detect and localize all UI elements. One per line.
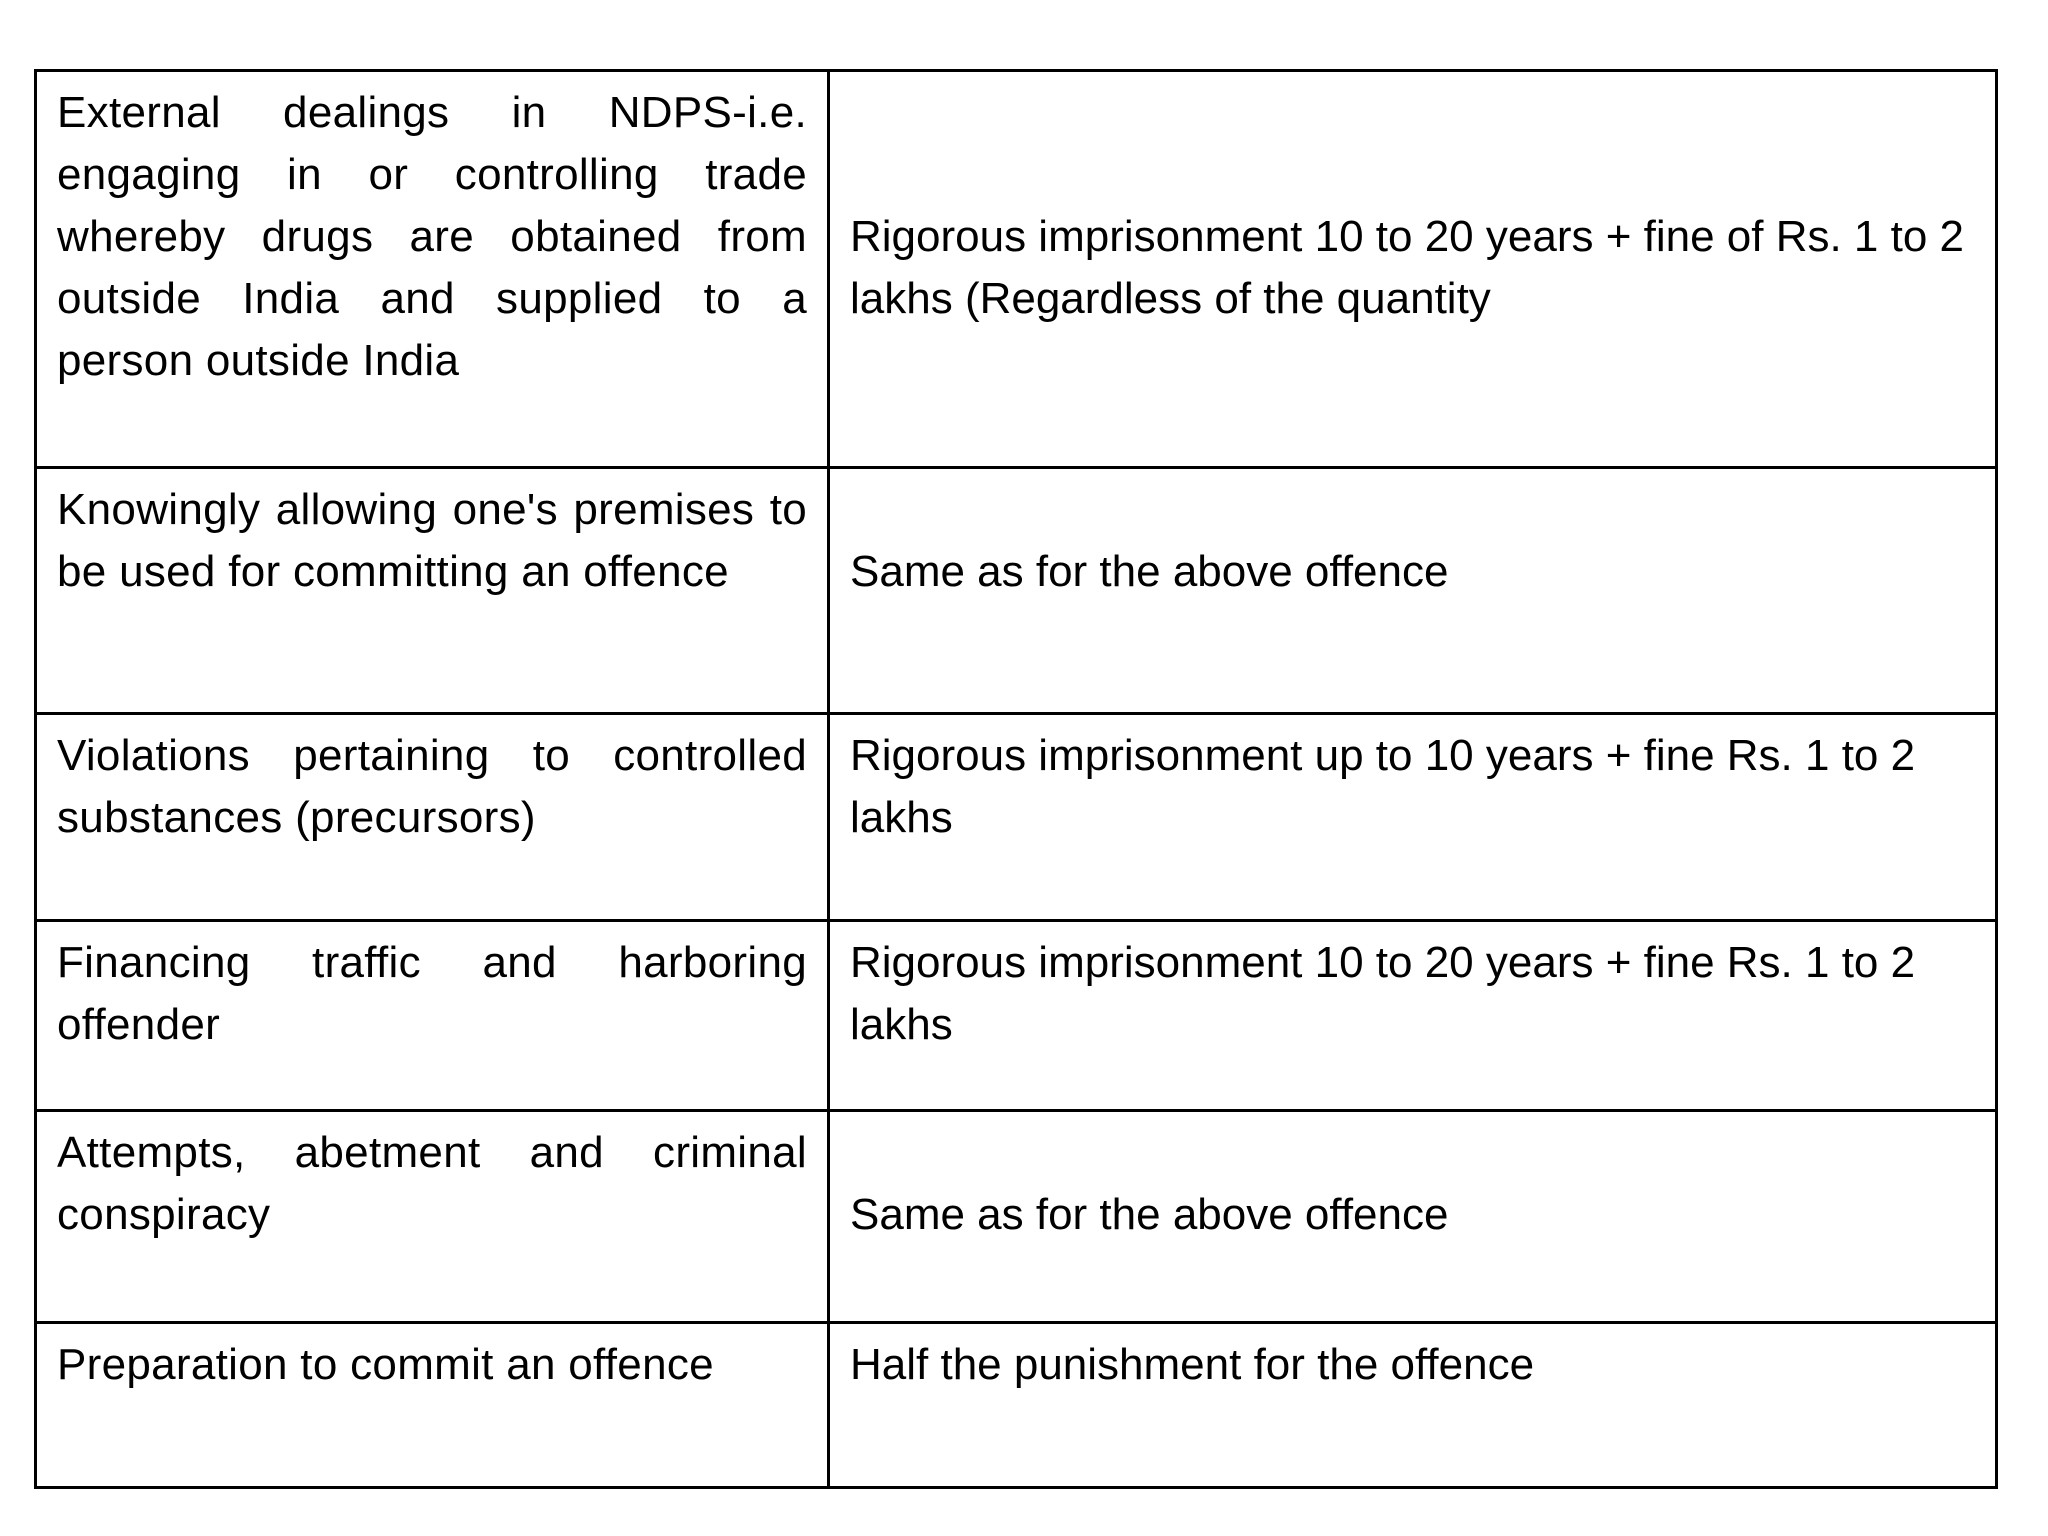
table-row — [36, 1111, 1997, 1323]
table-row — [36, 1323, 1997, 1488]
offence-cell: Knowingly allowing one's premises to be used for committing an offence — [36, 468, 829, 714]
punishment-cell: Same as for the above offence — [829, 1111, 1997, 1323]
offence-punishment-table — [34, 69, 1998, 1489]
table-row — [36, 921, 1997, 1111]
punishment-cell: Same as for the above offence — [829, 468, 1997, 714]
punishment-cell: Rigorous imprisonment 10 to 20 years + fine of Rs. 1 to 2 lakhs (Regardless of the quantity — [829, 71, 1997, 468]
offence-cell: External dealings in NDPS-i.e. engaging in or controlling trade whereby drugs are obtained from outside India and supplied to a person outside India — [36, 71, 829, 468]
punishment-cell: Rigorous imprisonment up to 10 years + fine Rs. 1 to 2 lakhs — [829, 714, 1997, 921]
offence-cell: Violations pertaining to controlled substances (precursors) — [36, 714, 829, 921]
table-row — [36, 714, 1997, 921]
offence-cell: Attempts, abetment and criminal conspiracy — [36, 1111, 829, 1323]
punishment-cell: Half the punishment for the offence — [829, 1323, 1997, 1488]
offence-cell: Financing traffic and harboring offender — [36, 921, 829, 1111]
punishment-cell: Rigorous imprisonment 10 to 20 years + fine Rs. 1 to 2 lakhs — [829, 921, 1997, 1111]
table-row — [36, 468, 1997, 714]
offence-cell: Preparation to commit an offence — [36, 1323, 829, 1488]
table-row — [36, 71, 1997, 468]
